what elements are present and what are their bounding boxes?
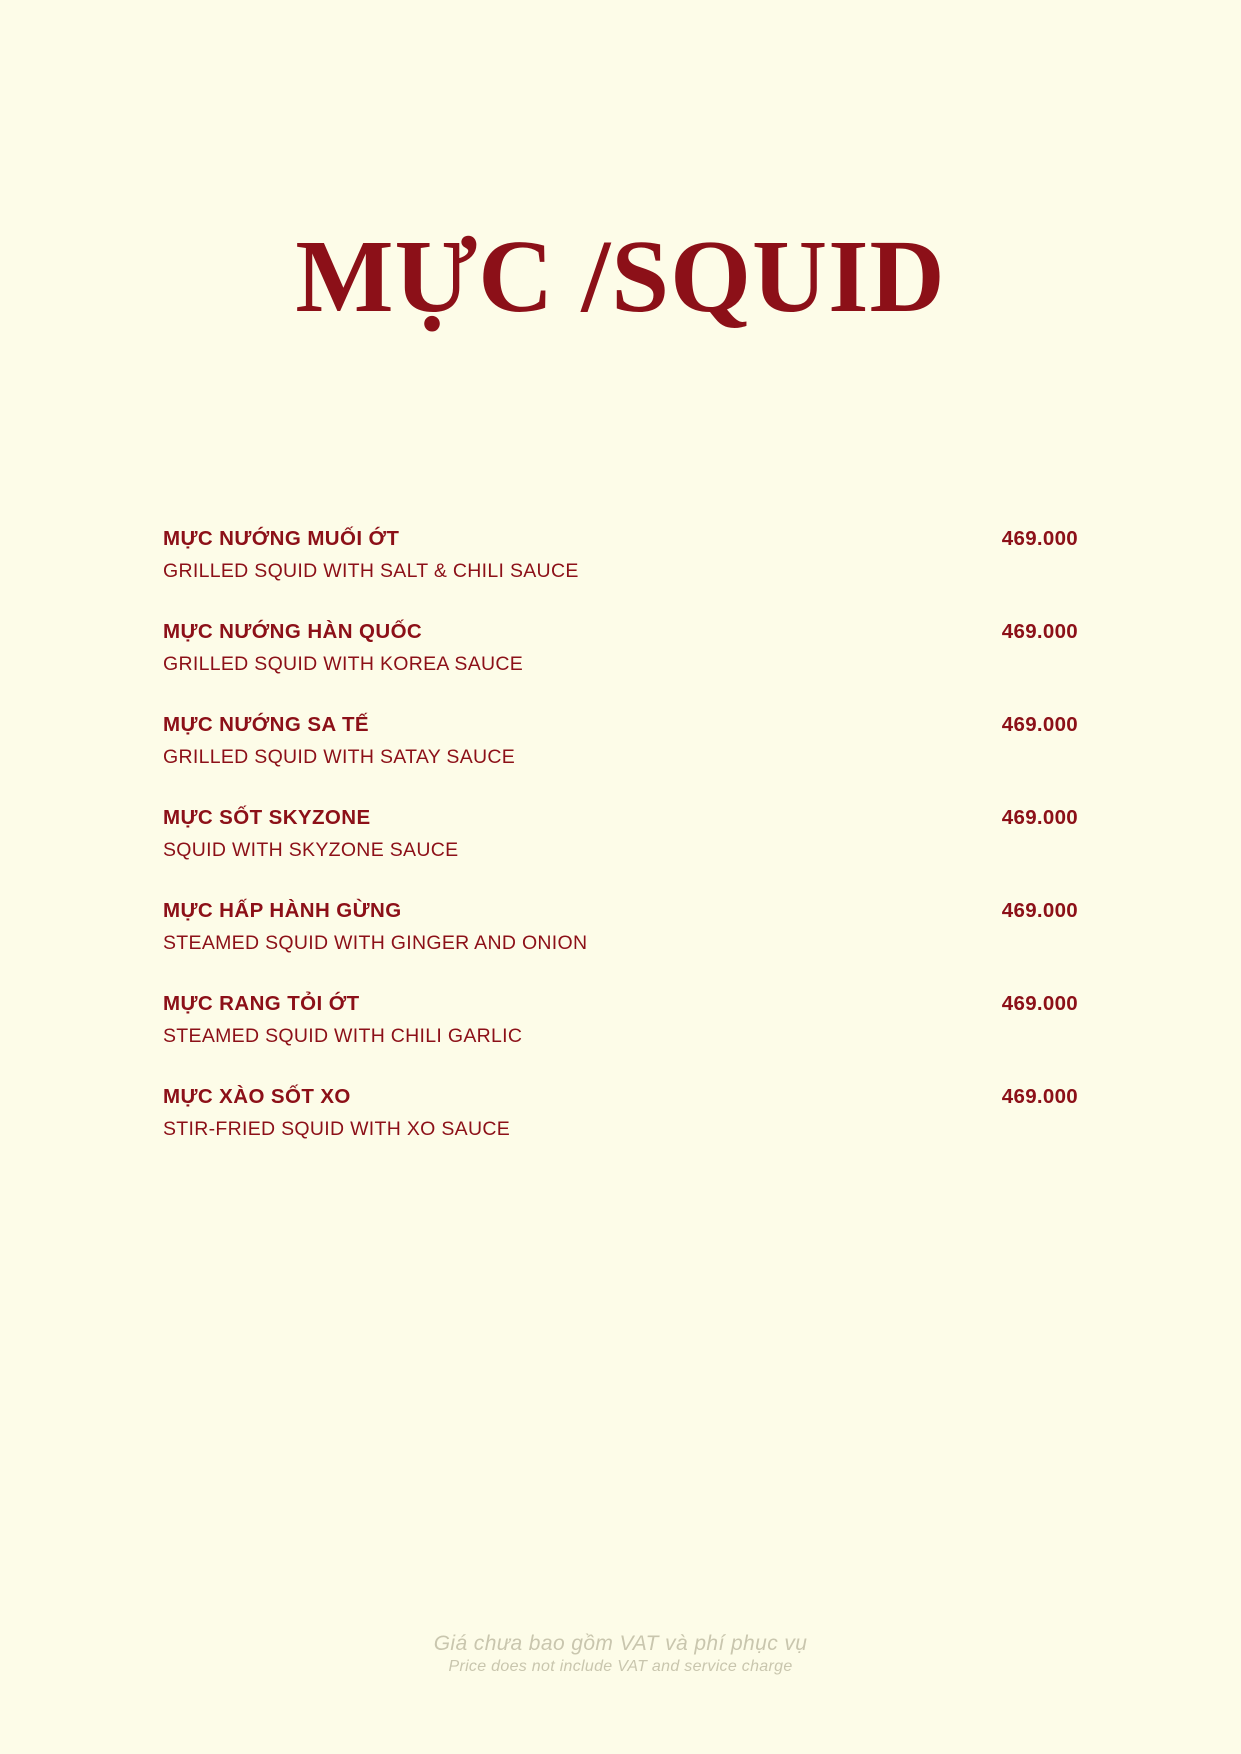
menu-item-row (163, 992, 1078, 1016)
menu-item-row (163, 899, 1078, 923)
menu-item-row (163, 1085, 1078, 1109)
menu-item-price: 469.000 (1001, 806, 1078, 829)
menu-item-description: STIR-FRIED SQUID WITH XO SAUCE (163, 1118, 511, 1140)
menu-item-row (163, 620, 1078, 644)
menu-item-price: 469.000 (1001, 899, 1078, 922)
menu-item-description: STEAMED SQUID WITH CHILI GARLIC (163, 1025, 523, 1047)
menu-item-name: MỰC HẤP HÀNH GỪNG (163, 899, 402, 922)
menu-item-name: MỰC NƯỚNG MUỐI ỚT (163, 527, 400, 550)
menu-item-name: MỰC RANG TỎI ỚT (163, 992, 360, 1015)
list-item (163, 992, 1078, 1048)
footer-note (0, 1632, 1241, 1676)
menu-item-row (163, 806, 1078, 830)
menu-item-price: 469.000 (1001, 992, 1078, 1015)
menu-item-description: SQUID WITH SKYZONE SAUCE (163, 839, 459, 861)
menu-item-name: MỰC NƯỚNG SA TẾ (163, 713, 369, 736)
list-item (163, 806, 1078, 862)
menu-item-price: 469.000 (1001, 1085, 1078, 1108)
menu-item-description: GRILLED SQUID WITH KOREA SAUCE (163, 653, 524, 675)
menu-item-price: 469.000 (1001, 620, 1078, 643)
menu-item-price: 469.000 (1001, 527, 1078, 550)
footer-note-english: Price does not include VAT and service charge (448, 1658, 793, 1675)
list-item (163, 713, 1078, 769)
footer-note-vietnamese: Giá chưa bao gồm VAT và phí phục vụ (433, 1632, 808, 1655)
menu-item-name: MỰC XÀO SỐT XO (163, 1085, 351, 1108)
list-item (163, 620, 1078, 676)
menu-item-list (163, 527, 1078, 1178)
menu-item-name: MỰC SỐT SKYZONE (163, 806, 371, 829)
menu-item-row (163, 713, 1078, 737)
list-item (163, 1085, 1078, 1141)
page-title: MỰC /SQUID (295, 219, 946, 334)
list-item (163, 899, 1078, 955)
list-item (163, 527, 1078, 583)
menu-item-description: GRILLED SQUID WITH SATAY SAUCE (163, 746, 516, 768)
menu-item-row (163, 527, 1078, 551)
menu-item-price: 469.000 (1001, 713, 1078, 736)
menu-item-description: GRILLED SQUID WITH SALT & CHILI SAUCE (163, 560, 579, 582)
menu-item-description: STEAMED SQUID WITH GINGER AND ONION (163, 932, 588, 954)
menu-item-name: MỰC NƯỚNG HÀN QUỐC (163, 620, 423, 643)
